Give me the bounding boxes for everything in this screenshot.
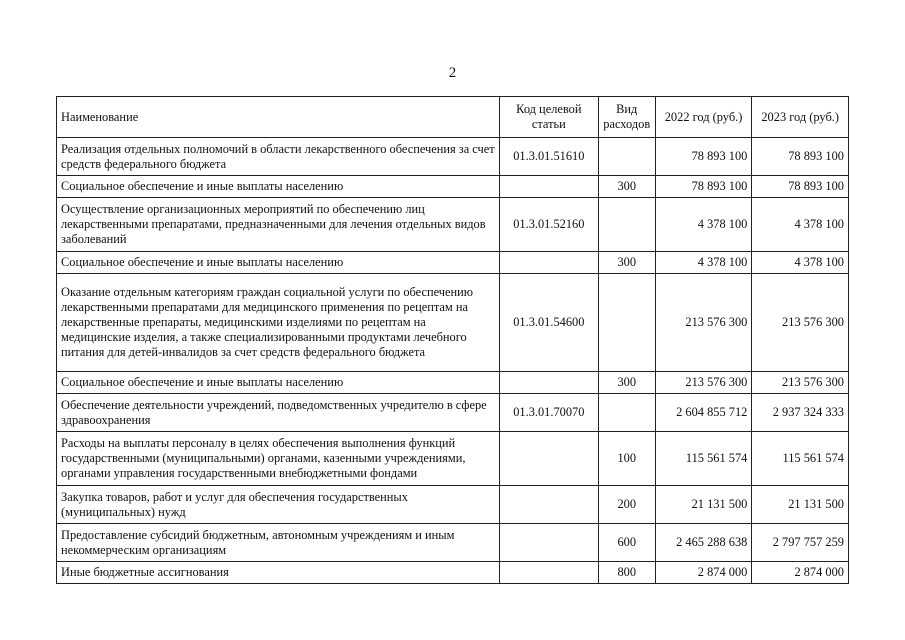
row-name: Реализация отдельных полномочий в области лекарственного обеспечения за счет средств федерального бюджета — [57, 138, 500, 176]
row-name: Оказание отдельным категориям граждан социальной услуги по обеспечению лекарственными препаратами для медицинского применения по рецептам на лекарственные препараты, медицинскими изделиями по рецептам на медицинские изделия, а также специализированными продуктами лечебного питания для детей-инвалидов за счет средств федерального бюджета — [57, 274, 500, 372]
row-2022: 4 378 100 — [655, 252, 752, 274]
row-kind: 800 — [598, 562, 655, 584]
row-2023: 78 893 100 — [752, 176, 849, 198]
table-row — [57, 274, 849, 372]
row-2023: 78 893 100 — [752, 138, 849, 176]
row-2022: 2 465 288 638 — [655, 524, 752, 562]
row-2023: 115 561 574 — [752, 432, 849, 486]
row-2022: 4 378 100 — [655, 198, 752, 252]
row-code — [499, 252, 598, 274]
row-name: Социальное обеспечение и иные выплаты населению — [57, 372, 500, 394]
row-name: Осуществление организационных мероприятий по обеспечению лиц лекарственными препаратами, предназначенными для лечения отдельных видов заболеваний — [57, 198, 500, 252]
row-name: Социальное обеспечение и иные выплаты населению — [57, 176, 500, 198]
row-kind — [598, 138, 655, 176]
row-2023: 213 576 300 — [752, 372, 849, 394]
table-row — [57, 176, 849, 198]
row-2022: 2 604 855 712 — [655, 394, 752, 432]
row-2023: 213 576 300 — [752, 274, 849, 372]
row-kind: 300 — [598, 176, 655, 198]
row-code — [499, 176, 598, 198]
table-row — [57, 486, 849, 524]
row-code: 01.3.01.51610 — [499, 138, 598, 176]
row-name: Расходы на выплаты персоналу в целях обеспечения выполнения функций государственными (муниципальными) органами, казенными учреждениями, органами управления государственными внебюджетными фондами — [57, 432, 500, 486]
table-row — [57, 562, 849, 584]
table-header-row — [57, 97, 849, 138]
row-2023: 4 378 100 — [752, 198, 849, 252]
row-kind: 300 — [598, 252, 655, 274]
row-code: 01.3.01.70070 — [499, 394, 598, 432]
table-row — [57, 372, 849, 394]
header-2022: 2022 год (руб.) — [655, 97, 752, 138]
row-kind: 300 — [598, 372, 655, 394]
row-code — [499, 486, 598, 524]
row-name: Социальное обеспечение и иные выплаты населению — [57, 252, 500, 274]
row-2023: 2 874 000 — [752, 562, 849, 584]
row-2022: 21 131 500 — [655, 486, 752, 524]
budget-table — [56, 96, 849, 584]
table-row — [57, 394, 849, 432]
table-row — [57, 138, 849, 176]
row-2022: 115 561 574 — [655, 432, 752, 486]
row-code — [499, 524, 598, 562]
row-name: Обеспечение деятельности учреждений, подведомственных учредителю в сфере здравоохранения — [57, 394, 500, 432]
row-2023: 2 937 324 333 — [752, 394, 849, 432]
row-kind: 200 — [598, 486, 655, 524]
header-kind: Вид расходов — [598, 97, 655, 138]
row-code: 01.3.01.52160 — [499, 198, 598, 252]
table-row — [57, 432, 849, 486]
row-2022: 2 874 000 — [655, 562, 752, 584]
row-2023: 4 378 100 — [752, 252, 849, 274]
row-2022: 78 893 100 — [655, 138, 752, 176]
row-code — [499, 562, 598, 584]
header-2023: 2023 год (руб.) — [752, 97, 849, 138]
row-2023: 2 797 757 259 — [752, 524, 849, 562]
row-name: Иные бюджетные ассигнования — [57, 562, 500, 584]
table-row — [57, 252, 849, 274]
row-code — [499, 372, 598, 394]
row-kind: 100 — [598, 432, 655, 486]
row-2022: 213 576 300 — [655, 372, 752, 394]
table-row — [57, 198, 849, 252]
header-name: Наименование — [57, 97, 500, 138]
row-2022: 213 576 300 — [655, 274, 752, 372]
header-code: Код целевой статьи — [499, 97, 598, 138]
row-kind: 600 — [598, 524, 655, 562]
row-name: Предоставление субсидий бюджетным, автономным учреждениям и иным некоммерческим организациям — [57, 524, 500, 562]
row-kind — [598, 274, 655, 372]
row-kind — [598, 198, 655, 252]
table-row — [57, 524, 849, 562]
page-number: 2 — [448, 65, 457, 81]
row-code — [499, 432, 598, 486]
row-kind — [598, 394, 655, 432]
row-name: Закупка товаров, работ и услуг для обеспечения государственных (муниципальных) нужд — [57, 486, 500, 524]
row-2022: 78 893 100 — [655, 176, 752, 198]
row-code: 01.3.01.54600 — [499, 274, 598, 372]
row-2023: 21 131 500 — [752, 486, 849, 524]
